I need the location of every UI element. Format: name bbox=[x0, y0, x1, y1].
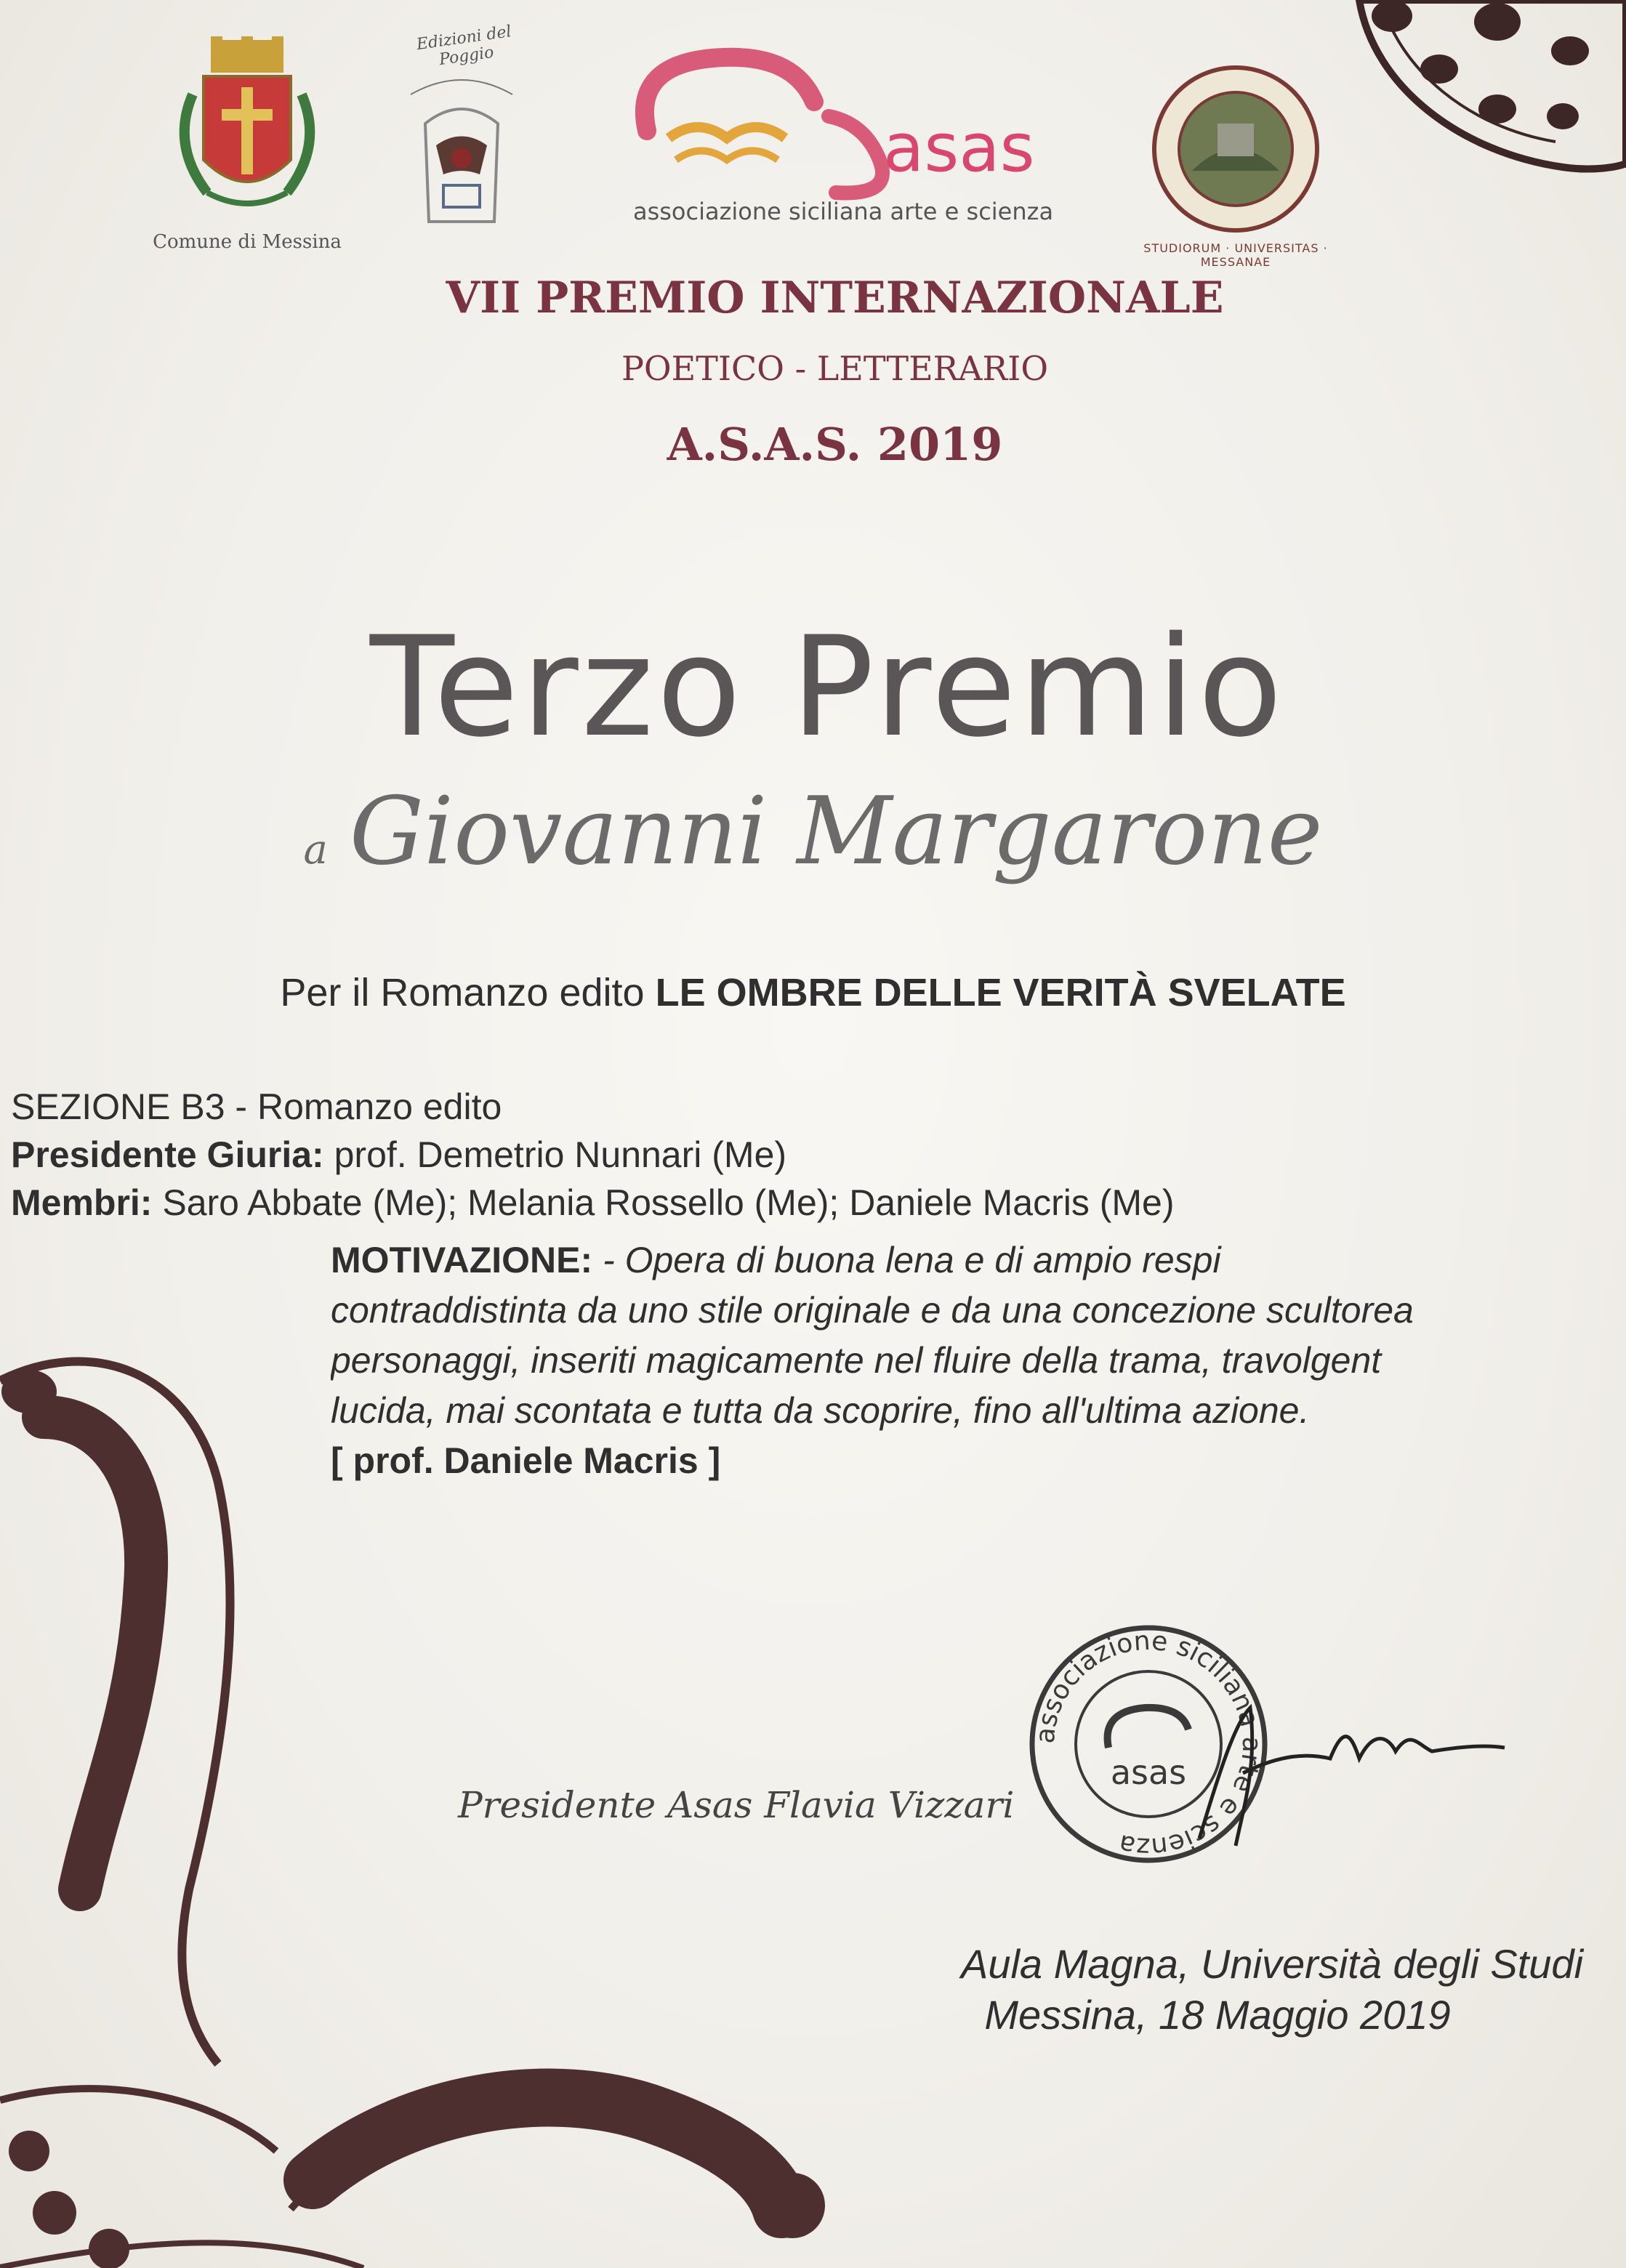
top-right-ornament bbox=[1330, 0, 1626, 196]
members-line bbox=[11, 1179, 1175, 1227]
motivation-line-4: lucida, mai scontata e tutta da scoprire, fino all'ultima azione. bbox=[331, 1390, 1310, 1431]
president-signature: Presidente Asas Flavia Vizzari bbox=[458, 1784, 1015, 1826]
asas-subtitle: associazione siciliana arte e scienza bbox=[632, 198, 1054, 225]
recipient-line bbox=[0, 778, 1626, 886]
university-seal-icon bbox=[1148, 62, 1323, 236]
publisher-logo-icon bbox=[396, 65, 527, 233]
work-title: LE OMBRE DELLE VERITÀ SVELATE bbox=[655, 971, 1346, 1014]
event-line-1: VII PREMIO INTERNAZIONALE bbox=[446, 273, 1224, 323]
motivation-line-3: personaggi, inseriti magicamente nel fluire della trama, travolgent bbox=[331, 1340, 1382, 1381]
members-value: Saro Abbate (Me); Melania Rossello (Me); Daniele Macris (Me) bbox=[162, 1182, 1175, 1223]
handwritten-signature bbox=[1192, 1679, 1512, 1853]
stamp-ring-text: associazione siciliana arte e scienza bbox=[1030, 1626, 1267, 1863]
jury-section bbox=[11, 1083, 1175, 1227]
asas-logo-icon bbox=[618, 36, 894, 203]
motivation-author: [ prof. Daniele Macris ] bbox=[331, 1440, 721, 1481]
recipient-name: Giovanni Margarone bbox=[349, 778, 1323, 886]
members-label: Membri: bbox=[11, 1182, 153, 1223]
municipality-caption: Comune di Messina bbox=[153, 231, 342, 253]
messina-crest-icon bbox=[164, 36, 331, 225]
president-label: Presidente Giuria: bbox=[11, 1134, 324, 1175]
for-text: Per il Romanzo edito bbox=[280, 971, 645, 1014]
president-value: prof. Demetrio Nunnari (Me) bbox=[334, 1134, 787, 1175]
work-line bbox=[0, 970, 1626, 1015]
event-line-3: A.S.A.S. 2019 bbox=[667, 418, 1003, 471]
place-line-2: Messina, 18 Maggio 2019 bbox=[984, 1992, 1451, 2038]
motivation-text-1: - Opera di buona lena e di ampio respi bbox=[603, 1240, 1221, 1280]
recipient-prefix: a bbox=[303, 826, 328, 873]
president-line bbox=[11, 1131, 1175, 1179]
place-line-1: Aula Magna, Università degli Studi bbox=[960, 1941, 1584, 1987]
motivation-line-1 bbox=[331, 1235, 1626, 1286]
motivation-label: MOTIVAZIONE: bbox=[331, 1240, 593, 1280]
event-line-2: POETICO - LETTERARIO bbox=[621, 349, 1049, 388]
publisher-caption: Edizioni del Poggio bbox=[415, 23, 513, 70]
award-title: Terzo Premio bbox=[369, 607, 1286, 767]
section-line: SEZIONE B3 - Romanzo edito bbox=[11, 1086, 502, 1127]
stamp-center-text: asas bbox=[1110, 1753, 1187, 1792]
asas-logo-text: asas bbox=[883, 109, 1035, 187]
motivation-line-2: contraddistinta da uno stile originale e da una concezione scultorea bbox=[331, 1290, 1414, 1331]
university-seal-text: STUDIORUM · UNIVERSITAS · MESSANAE bbox=[1143, 241, 1328, 269]
